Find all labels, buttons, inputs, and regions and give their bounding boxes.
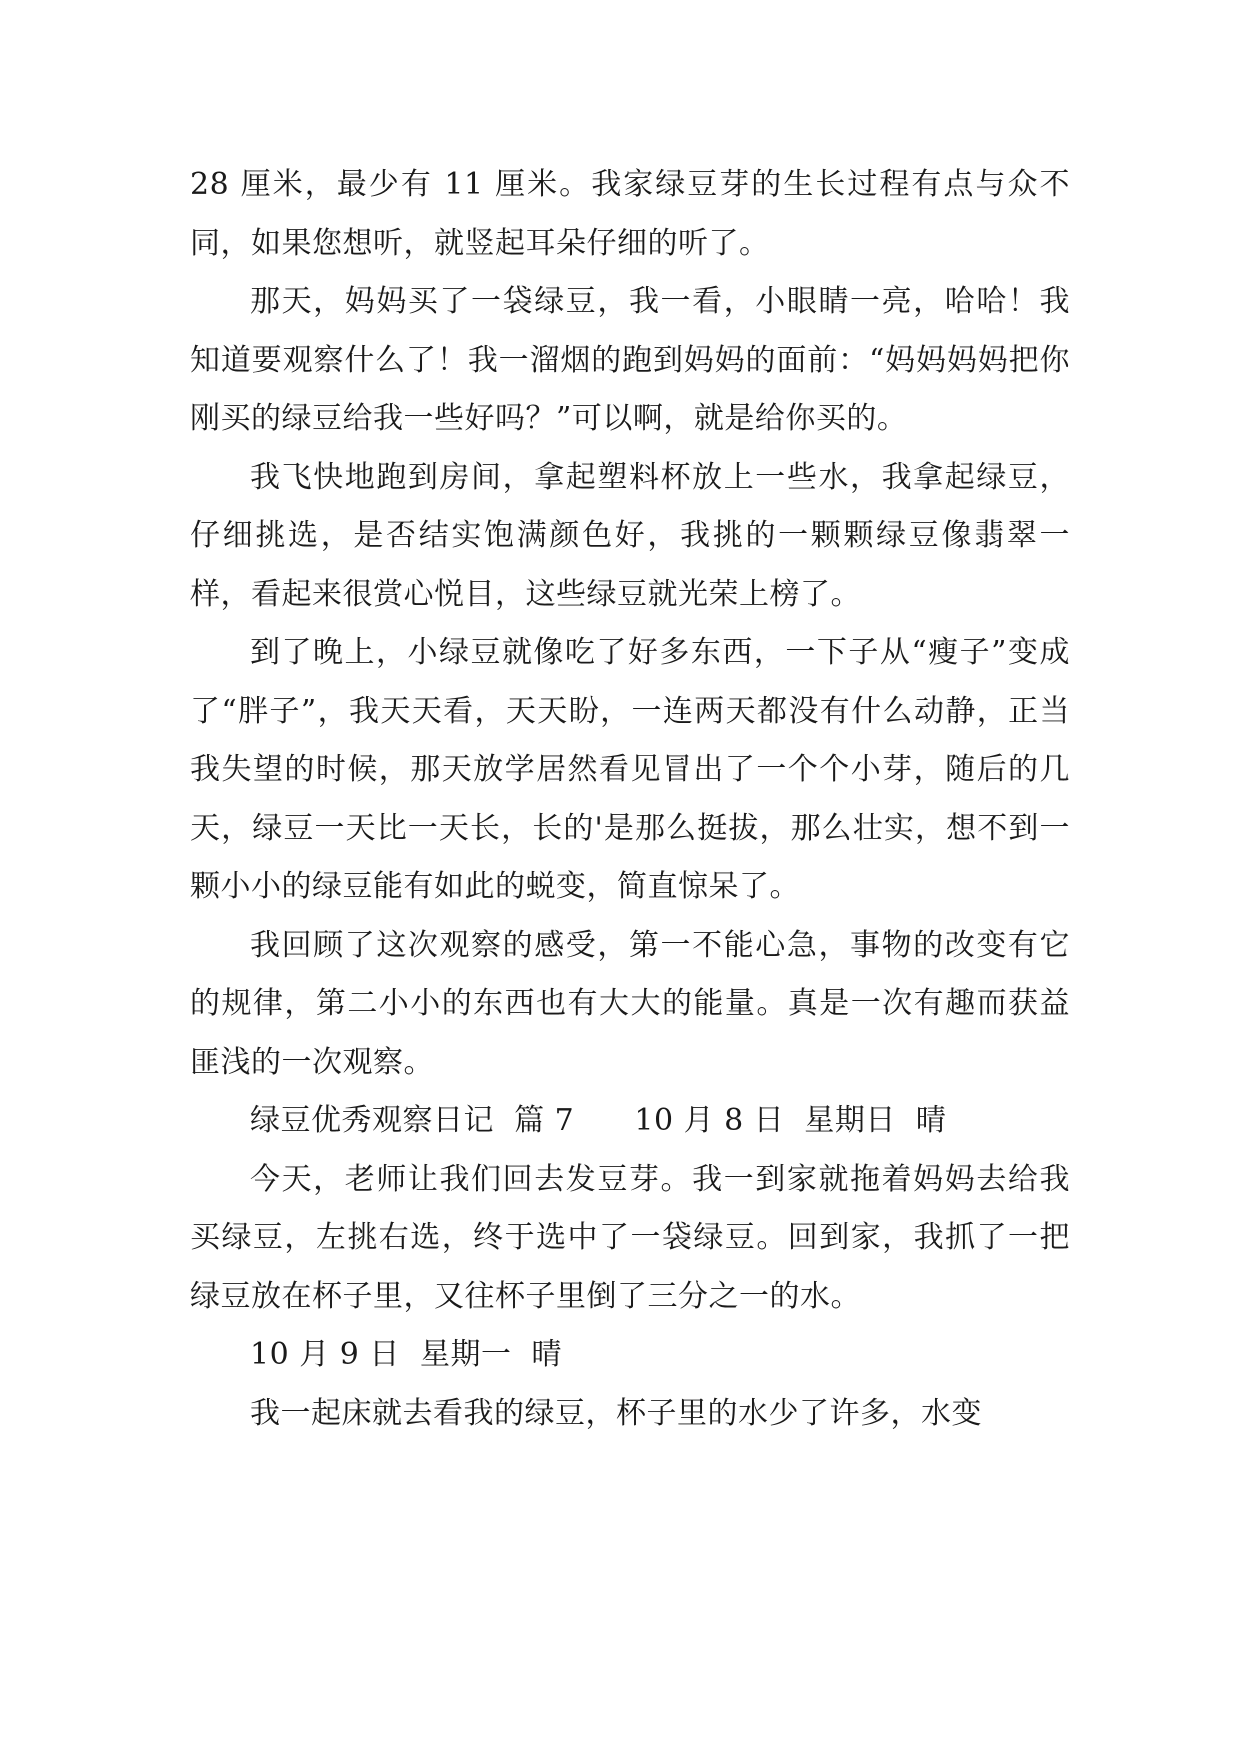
- diary-date-oct-9: 10 月 9 日 星期一 晴: [250, 1337, 563, 1372]
- paragraph-reflection: 我回顾了这次观察的感受，第一不能心急，事物的改变有它的规律，第二小小的东西也有大大的能量。真是一次有趣而获益匪浅的一次观察。: [190, 927, 1070, 1080]
- paragraph-sprouting: 到了晚上，小绿豆就像吃了好多东西，一下子从“瘦子”变成了“胖子”，我天天看，天天盼，一连两天都没有什么动静，正当我失望的时候，那天放学居然看见冒出了一个个小芽，随后的几天，绿豆一天比一天长，长的'是那么挺拔，那么壮实，想不到一颗小小的绿豆能有如此的蜕变，简直惊呆了。: [190, 635, 1070, 904]
- paragraph-selecting-beans: 我飞快地跑到房间，拿起塑料杯放上一些水，我拿起绿豆，仔细挑选，是否结实饱满颜色好，我挑的一颗颗绿豆像翡翠一样，看起来很赏心悦目，这些绿豆就光荣上榜了。: [190, 459, 1070, 612]
- paragraph-mom-bought-beans: 那天，妈妈买了一袋绿豆，我一看，小眼睛一亮，哈哈！我知道要观察什么了！我一溜烟的跑到妈妈的面前：“妈妈妈妈把你刚买的绿豆给我一些好吗？”可以啊，就是给你买的。: [190, 284, 1070, 436]
- paragraph-oct-9: 我一起床就去看我的绿豆，杯子里的水少了许多，水变: [250, 1395, 982, 1431]
- diary-heading-entry-7: 绿豆优秀观察日记 篇 7 10 月 8 日 星期日 晴: [250, 1103, 947, 1138]
- paragraph-intro: 28 厘米，最少有 11 厘米。我家绿豆芽的生长过程有点与众不同，如果您想听，就竖起耳朵仔细的听了。: [190, 167, 1070, 261]
- document-body: [190, 156, 1070, 1443]
- paragraph-oct-8: 今天，老师让我们回去发豆芽。我一到家就拖着妈妈去给我买绿豆，左挑右选，终于选中了一袋绿豆。回到家，我抓了一把绿豆放在杯子里，又往杯子里倒了三分之一的水。: [190, 1161, 1070, 1314]
